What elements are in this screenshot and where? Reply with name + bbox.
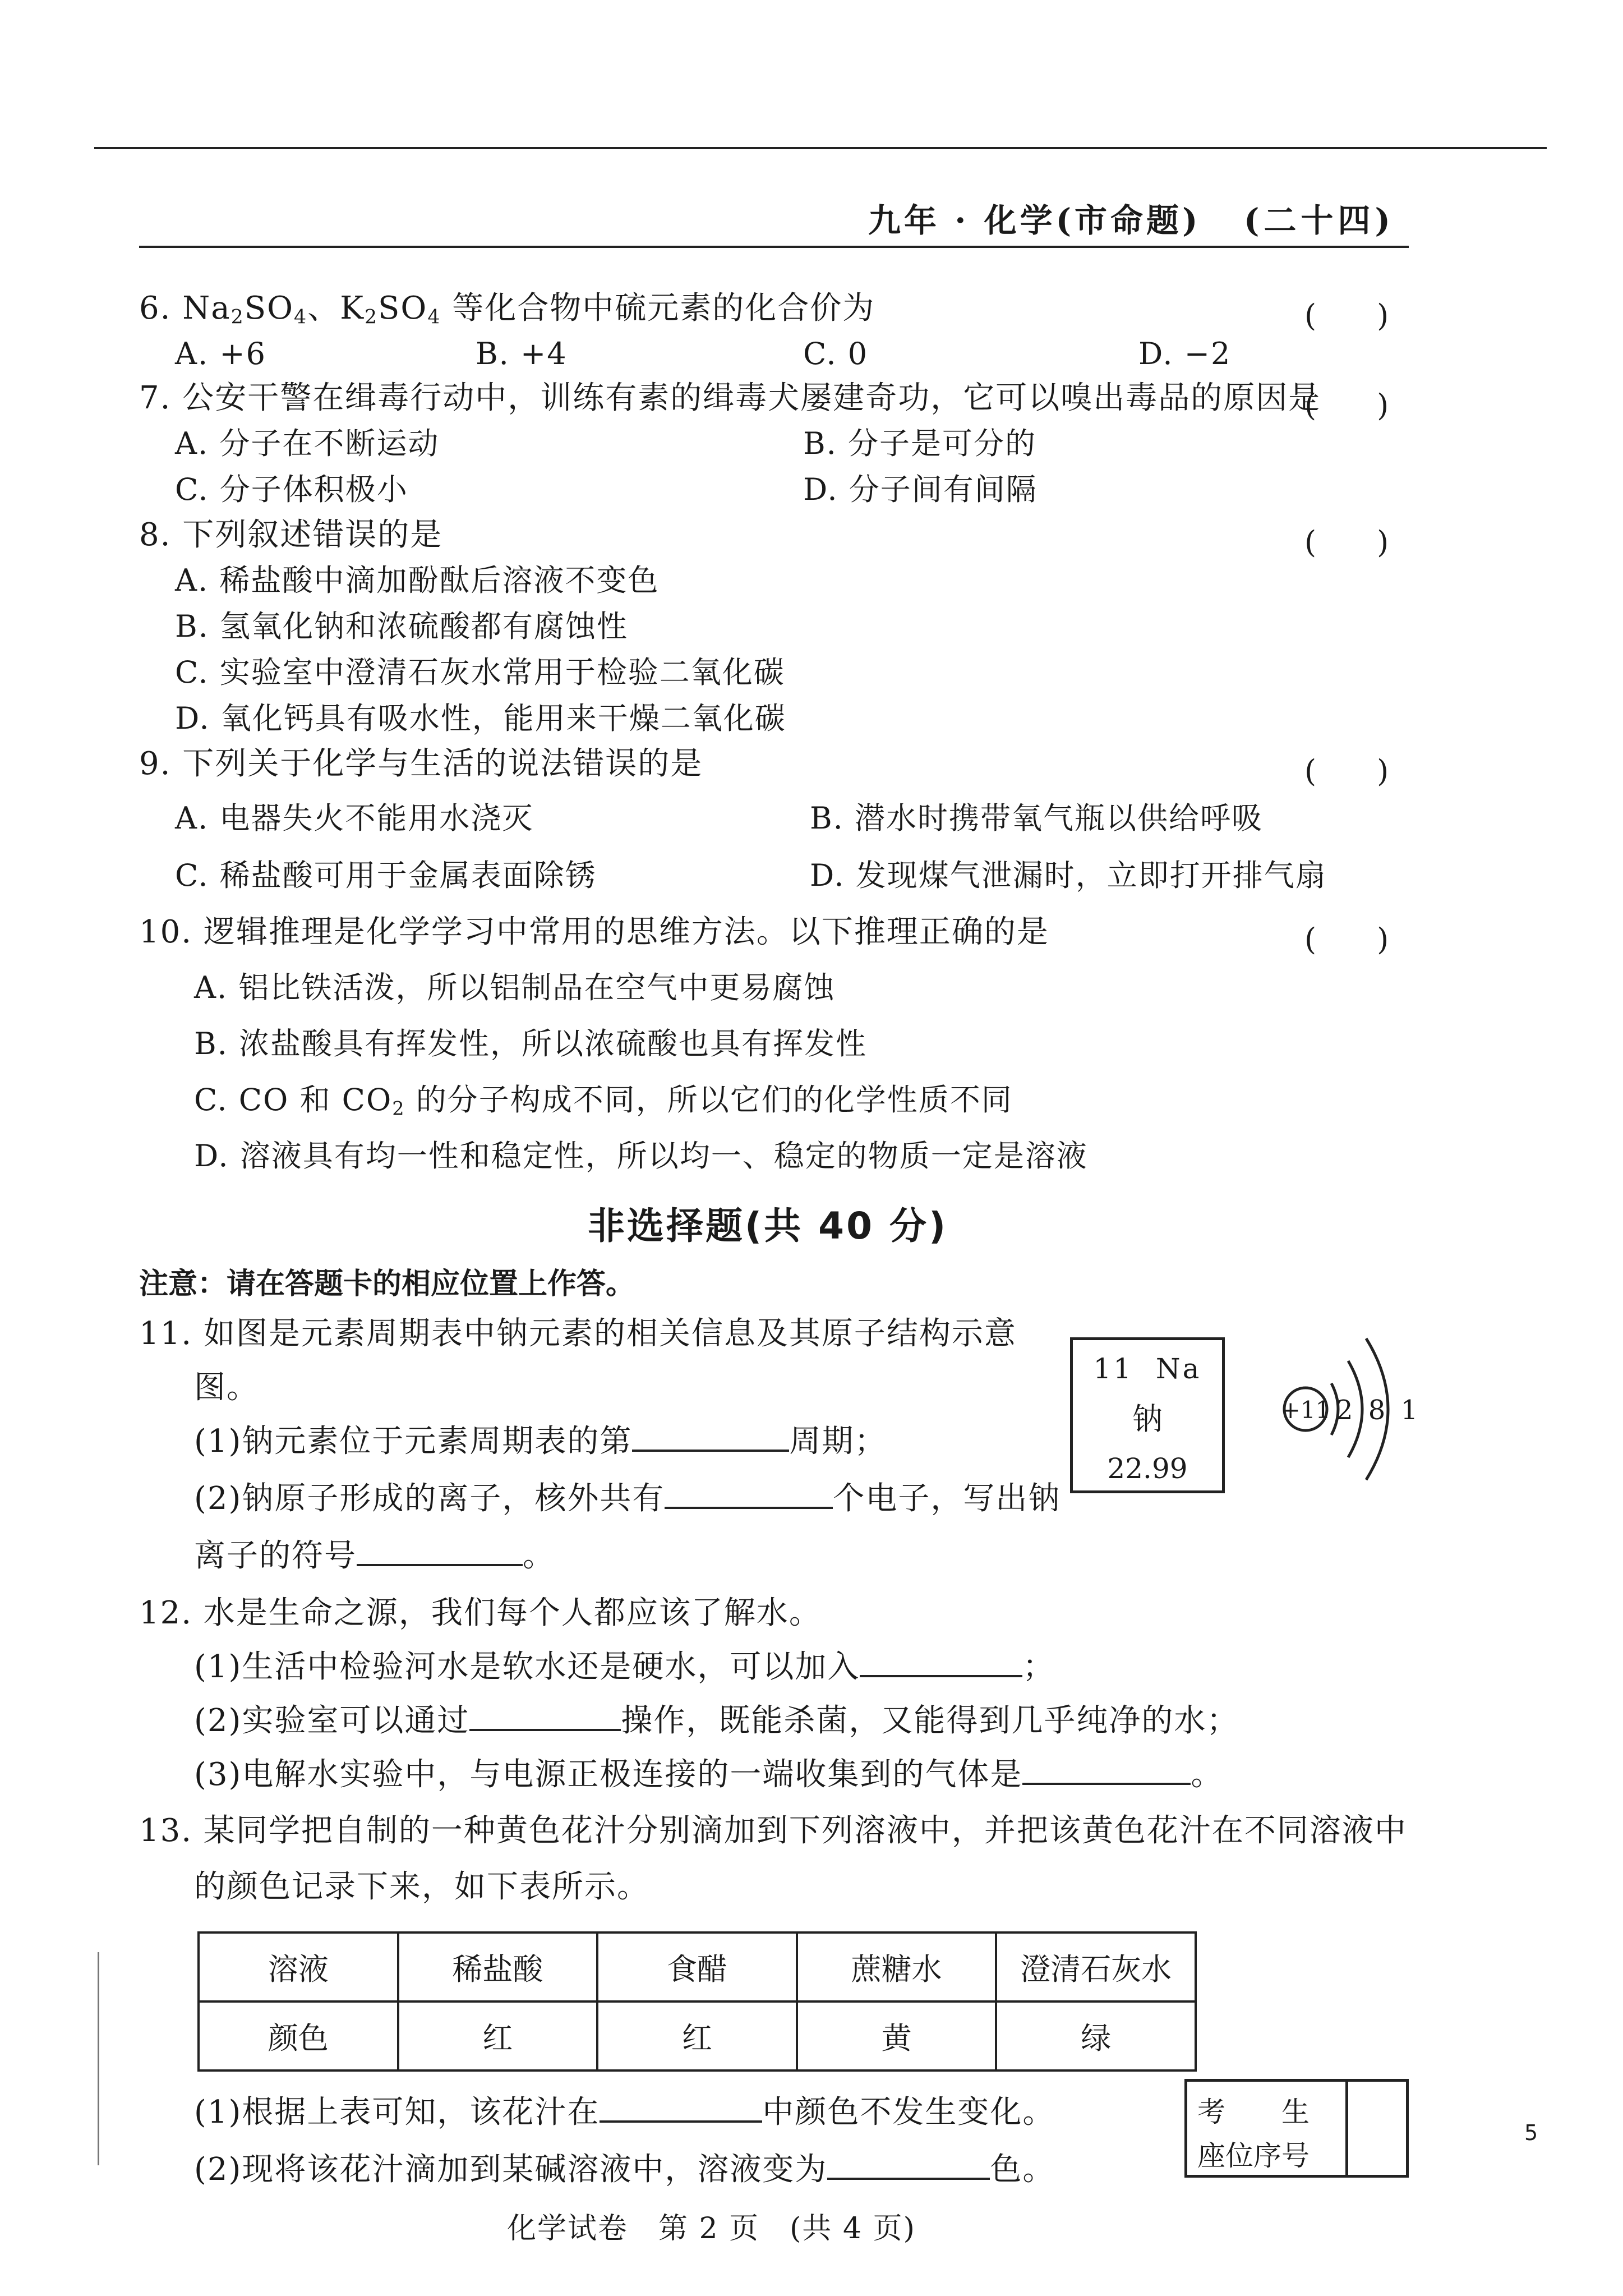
q13-part2: (2)现将该花汁滴加到某碱溶液中，溶液变为 色。 (194, 2151, 1055, 2188)
q10-option-a: A. 铝比铁活泼，所以铝制品在空气中更易腐蚀 (194, 970, 836, 1005)
q11-blank-3[interactable] (357, 1564, 523, 1566)
q13-blank-2[interactable] (827, 2178, 990, 2180)
q10-option-b: B. 浓盐酸具有挥发性，所以浓硫酸也具有挥发性 (194, 1026, 868, 1061)
top-rule (94, 147, 1547, 149)
q6-option-d: D. −2 (1138, 336, 1232, 371)
q7-option-d: D. 分子间有间隔 (803, 472, 1038, 507)
table-header-cell: 蔗糖水 (797, 1932, 997, 2001)
q7-option-a: A. 分子在不断运动 (175, 426, 440, 461)
q11-stem-line2: 图。 (194, 1369, 259, 1406)
q11-stem-line1: 11. 如图是元素周期表中钠元素的相关信息及其原子结构示意 (139, 1315, 1017, 1352)
table-header-row (199, 1932, 1196, 2001)
seat-number-box (1184, 2079, 1409, 2178)
atom-structure-diagram (1260, 1307, 1422, 1515)
q8-stem: 8. 下列叙述错误的是 (139, 517, 443, 553)
footer-page-info: 化学试卷 第 2 页 (共 4 页) (507, 2212, 916, 2246)
q9-option-a: A. 电器失火不能用水浇灭 (175, 800, 534, 836)
section-title: 非选择题(共 40 分) (588, 1204, 948, 1248)
q13-blank-1[interactable] (600, 2120, 762, 2123)
q9-option-d: D. 发现煤气泄漏时，立即打开排气扇 (810, 858, 1327, 893)
q9-option-c: C. 稀盐酸可用于金属表面除锈 (175, 858, 597, 893)
q11-blank-2[interactable] (665, 1507, 833, 1509)
q7-option-c: C. 分子体积极小 (175, 472, 408, 507)
q6-stem: 6. $Na_2SO_4$、$K_2SO_4$ 等化合物中硫元素的化合价为 (139, 290, 875, 329)
q12-part1: (1)生活中检验河水是软水还是硬水，可以加入 ； (194, 1649, 1055, 1685)
q11-part1: (1)钠元素位于元素周期表的第 周期； (194, 1423, 887, 1460)
page-mark: 5 (1524, 2120, 1538, 2145)
q7-stem: 7. 公安干警在缉毒行动中，训练有素的缉毒犬屡建奇功，它可以嗅出毒品的原因是 (139, 380, 1321, 416)
q11-part2: (2)钠原子形成的离子，核外共有 个电子，写出钠 (194, 1480, 1061, 1517)
q9-answer-paren: ( ) (1304, 753, 1389, 789)
q9-option-b: B. 潜水时携带氧气瓶以供给呼吸 (810, 800, 1264, 836)
q12-blank-3[interactable] (1022, 1783, 1191, 1785)
table-row (199, 2001, 1196, 2070)
q12-part3: (3)电解水实验中，与电源正极连接的一端收集到的气体是 。 (194, 1756, 1224, 1793)
table-header-cell: 澄清石灰水 (996, 1932, 1196, 2001)
q12-stem: 12. 水是生命之源，我们每个人都应该了解水。 (139, 1595, 822, 1631)
q6-option-c: C. 0 (803, 336, 869, 371)
seat-label-line1: 考 生 (1197, 2096, 1310, 2128)
table-cell: 红 (398, 2001, 598, 2070)
table-cell: 颜色 (199, 2001, 398, 2070)
q8-answer-paren: ( ) (1304, 524, 1389, 560)
q9-stem: 9. 下列关于化学与生活的说法错误的是 (139, 746, 703, 782)
header-number: (二十四) (1244, 201, 1395, 240)
q8-option-c: C. 实验室中澄清石灰水常用于检验二氧化碳 (175, 655, 785, 690)
q6-answer-paren: ( ) (1304, 298, 1389, 333)
seat-label-line2: 座位序号 (1197, 2139, 1310, 2172)
q12-blank-1[interactable] (860, 1675, 1022, 1677)
section-note: 注意：请在答题卡的相应位置上作答。 (139, 1267, 635, 1301)
color-table (197, 1931, 1197, 2072)
q13-stem-line1: 13. 某同学把自制的一种黄色花汁分别滴加到下列溶液中，并把该黄色花汁在不同溶液中 (139, 1812, 1407, 1849)
header-rule (139, 246, 1409, 248)
q8-option-d: D. 氧化钙具有吸水性，能用来干燥二氧化碳 (175, 701, 786, 736)
table-cell: 红 (597, 2001, 797, 2070)
q10-option-c: C. CO 和 $CO_2$ 的分子构成不同，所以它们的化学性质不同 (194, 1082, 1013, 1120)
element-name: 钠 (1132, 1401, 1163, 1437)
table-header-cell: 稀盐酸 (398, 1932, 598, 2001)
table-header-cell: 溶液 (199, 1932, 398, 2001)
q6-option-a: A. +6 (175, 336, 266, 371)
q11-part2-line2: 离子的符号 。 (194, 1538, 555, 1574)
scan-margin-line (98, 1952, 99, 2165)
element-number-symbol: 11 Na (1093, 1352, 1202, 1385)
q10-answer-paren: ( ) (1304, 922, 1389, 957)
element-card (1070, 1337, 1225, 1493)
q6-option-b: B. +4 (476, 336, 568, 371)
q13-part1: (1)根据上表可知，该花汁在 中颜色不发生变化。 (194, 2094, 1055, 2131)
q8-option-a: A. 稀盐酸中滴加酚酞后溶液不变色 (175, 563, 660, 598)
header-title: 九年 · 化学(市命题) (868, 201, 1201, 240)
q12-blank-2[interactable] (469, 1729, 621, 1731)
q7-option-b: B. 分子是可分的 (803, 426, 1037, 461)
q10-option-d: D. 溶液具有均一性和稳定性，所以均一、稳定的物质一定是溶液 (194, 1138, 1088, 1174)
q7-answer-paren: ( ) (1304, 388, 1389, 423)
seat-number-field[interactable] (1345, 2082, 1409, 2175)
element-mass: 22.99 (1107, 1452, 1188, 1485)
q10-stem: 10. 逻辑推理是化学学习中常用的思维方法。以下推理正确的是 (139, 914, 1049, 950)
nucleus-label: +11 (1280, 1396, 1331, 1424)
table-cell: 绿 (996, 2001, 1196, 2070)
q12-part2: (2)实验室可以通过 操作，既能杀菌，又能得到几乎纯净的水； (194, 1703, 1239, 1739)
table-cell: 黄 (797, 2001, 997, 2070)
q8-option-b: B. 氢氧化钠和浓硫酸都有腐蚀性 (175, 609, 629, 644)
table-header-cell: 食醋 (597, 1932, 797, 2001)
q11-blank-1[interactable] (632, 1450, 789, 1452)
shell-electrons: 2 8 1 (1336, 1395, 1422, 1426)
q13-stem-line2: 的颜色记录下来，如下表所示。 (194, 1869, 649, 1905)
